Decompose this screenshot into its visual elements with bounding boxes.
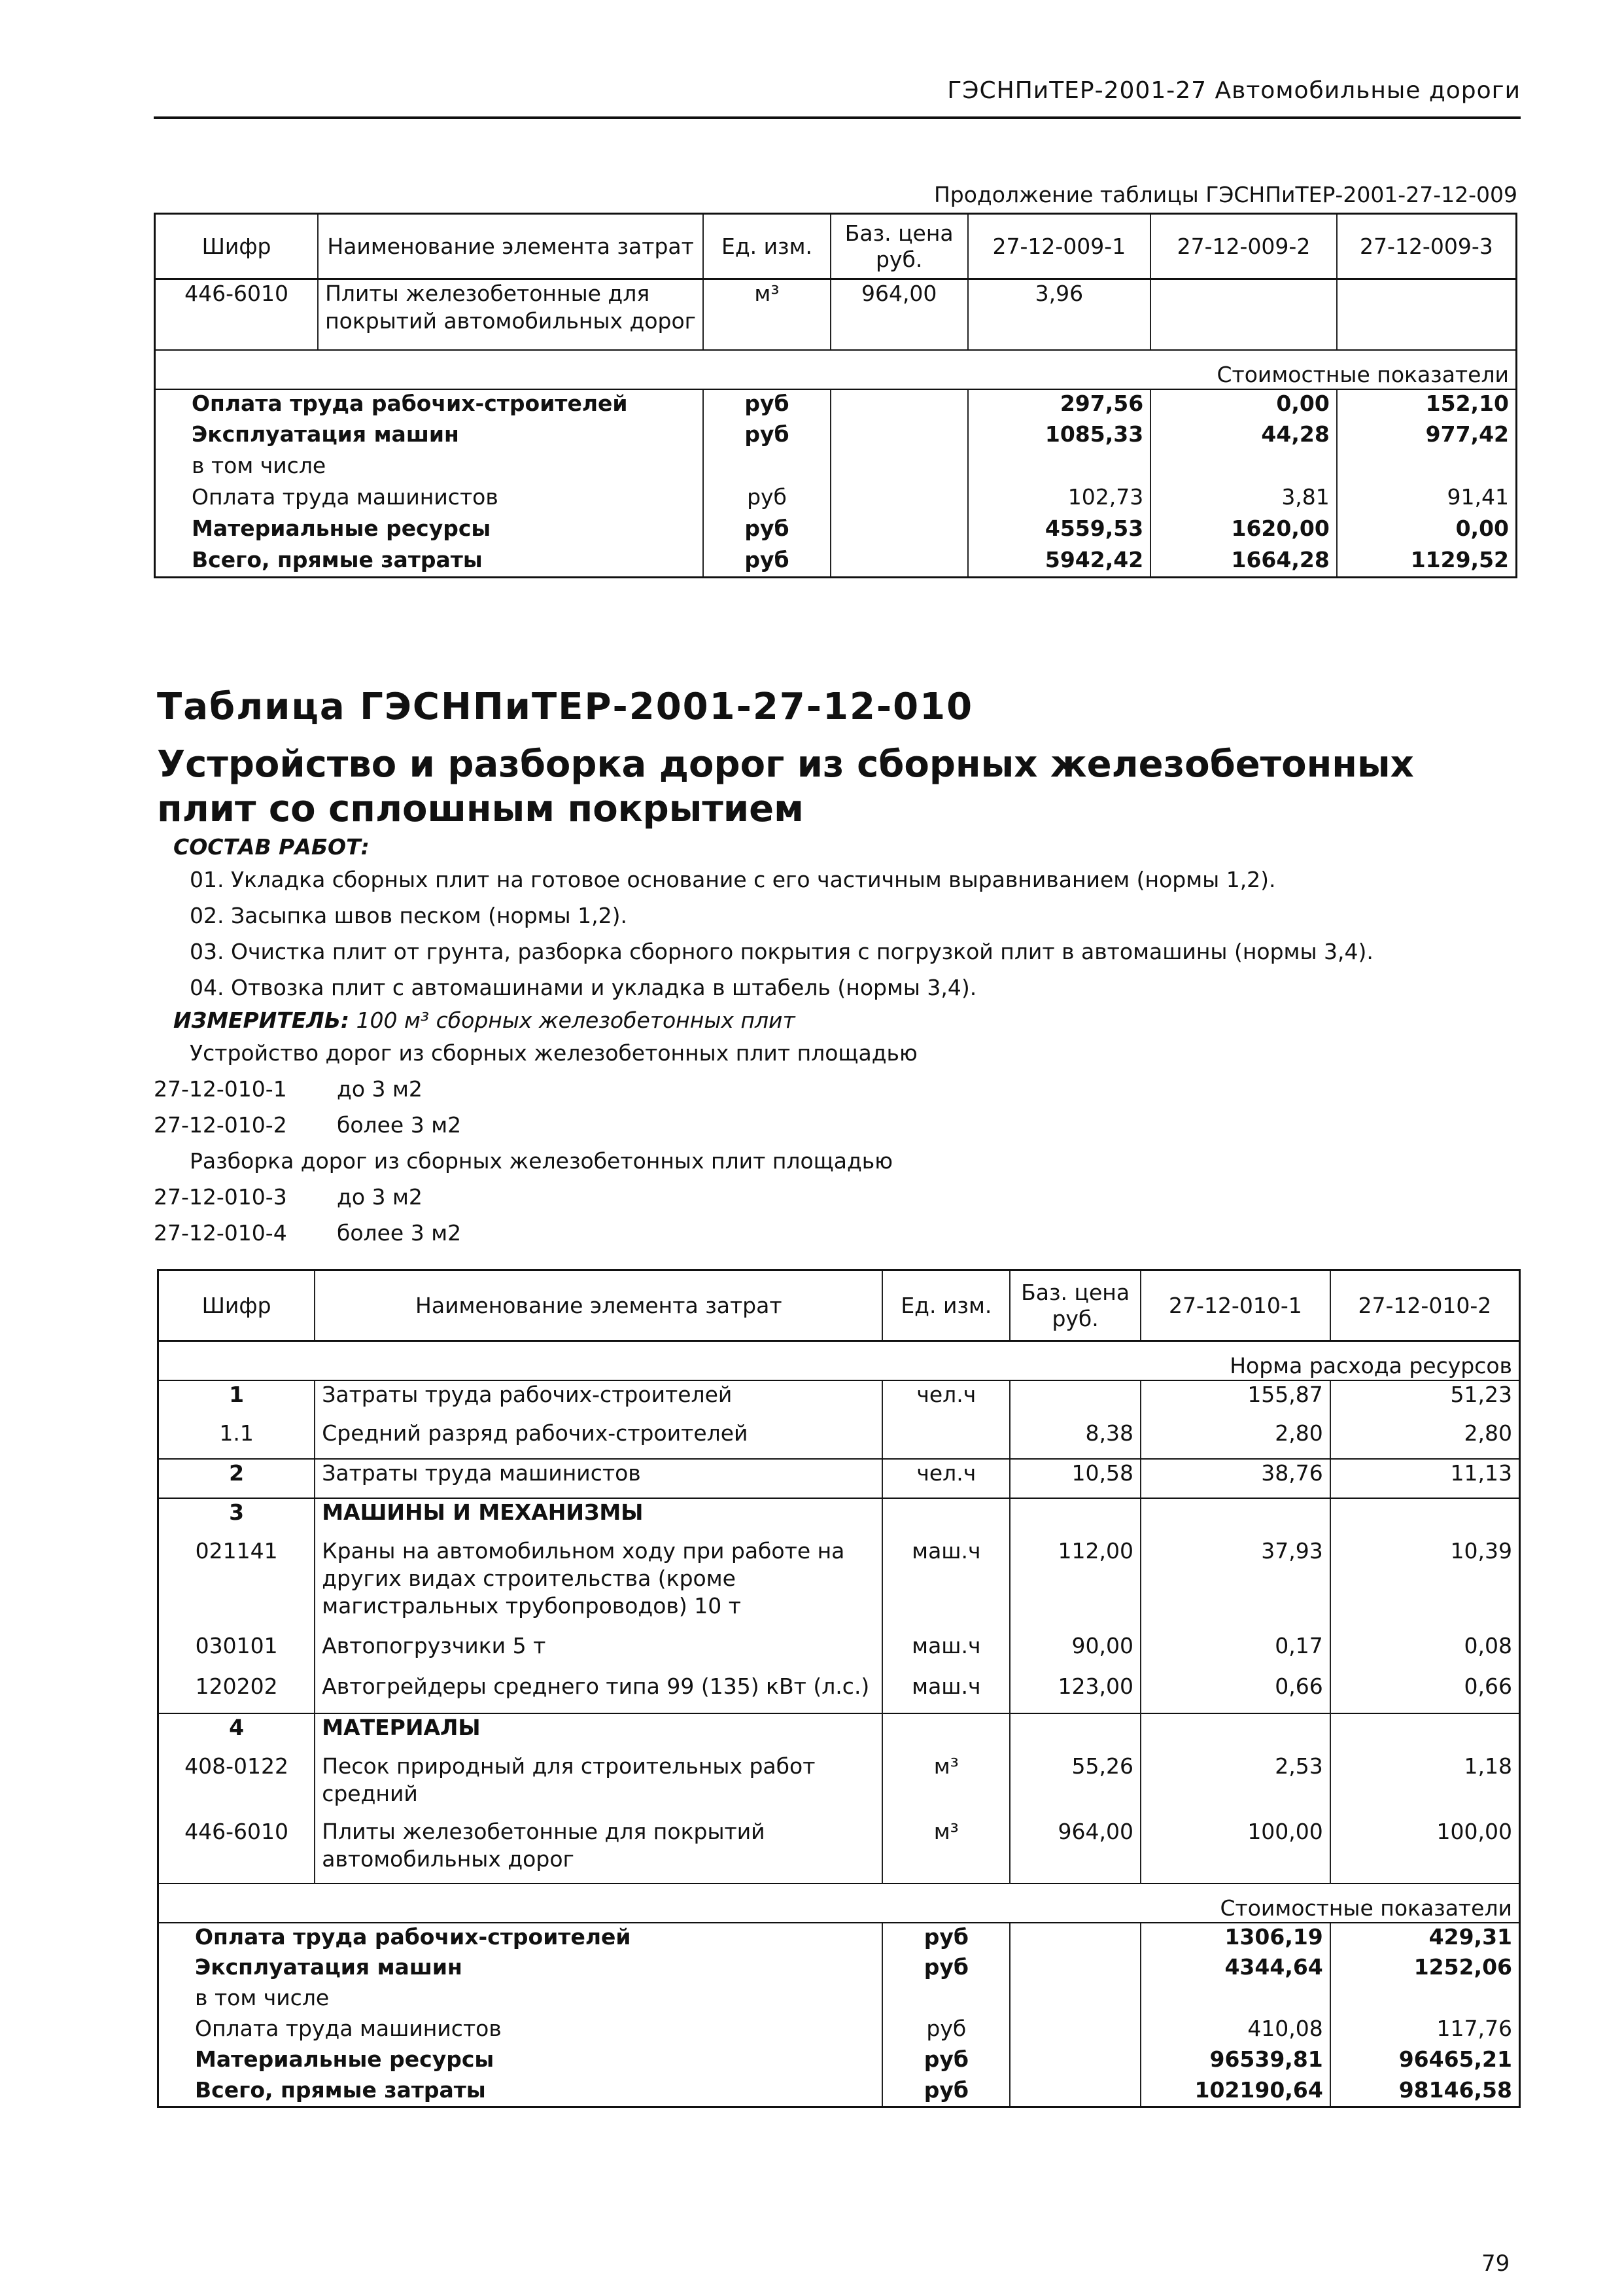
cell-price [831,421,968,452]
cost-label-row [155,350,1517,389]
work-item: 03. Очистка плит от грунта, разборка сборного покрытия с погрузкой плит в автомашины (нормы 3,4). [190,939,1373,964]
cell-price [1010,2015,1141,2046]
cell-code: 120202 [158,1673,315,1713]
table-row [158,1632,1520,1673]
izmeritel-label: ИЗМЕРИТЕЛЬ: [173,1007,350,1033]
work-item: 02. Засыпка швов песком (нормы 1,2). [190,903,627,928]
izmeritel [173,1007,795,1033]
cell-value: 2,80 [1141,1420,1330,1459]
continuation-caption: Продолжение таблицы ГЭСНПиТЕР-2001-27-12-009 [933,182,1517,207]
table-row [155,279,1517,350]
cost-row [155,421,1517,452]
cell-code: 030101 [158,1632,315,1673]
cell-name: Оплата труда рабочих-строителей [155,389,704,421]
cell-value: 155,87 [1141,1380,1330,1420]
cell-value: 96465,21 [1330,2046,1520,2076]
cell-value: 2,53 [1141,1753,1330,1818]
col-header: Баз. цена руб. [1010,1270,1141,1341]
cost-row [155,452,1517,483]
cell-unit: руб [703,389,831,421]
cost-row [158,1953,1520,1984]
cost-label: Стоимостные показатели [155,350,1517,389]
cell-value: 152,10 [1337,389,1517,421]
norm-text: до 3 м2 [337,1184,423,1210]
cost-row [158,2015,1520,2046]
cell-value: 2,80 [1330,1420,1520,1459]
cell-value: 1252,06 [1330,1953,1520,1984]
cell-unit: м³ [703,279,831,350]
col-header: Шифр [155,214,319,279]
cost-label: Стоимостные показатели [158,1883,1520,1923]
col-header: 27-12-009-1 [968,214,1151,279]
work-item: 01. Укладка сборных плит на готовое основание с его частичным выравниванием (нормы 1,2). [190,867,1276,892]
cell-unit: руб [703,421,831,452]
cell-value: 410,08 [1141,2015,1330,2046]
cell-value: 1,18 [1330,1753,1520,1818]
sostav-label: СОСТАВ РАБОТ: [173,834,370,860]
cell-value: 10,39 [1330,1537,1520,1632]
cell-price [831,389,968,421]
cell-name: Материальные ресурсы [155,515,704,546]
cell-value: 11,13 [1330,1459,1520,1498]
cell-name: Материальные ресурсы [158,2046,883,2076]
cell-name: Плиты железобетонные для покрытий автомобильных дорог [318,279,703,350]
cell-value [1150,279,1337,350]
cell-price [1010,1380,1141,1420]
col-header: Баз. цена руб. [831,214,968,279]
cell-unit [882,1420,1010,1459]
cell-unit: чел.ч [882,1380,1010,1420]
norm-code: 27-12-010-3 [154,1184,287,1210]
cell-name: Оплата труда машинистов [158,2015,883,2046]
cell-unit [703,452,831,483]
cell-name: в том числе [158,1984,883,2015]
cost-row [155,546,1517,578]
cell-price [1010,1923,1141,1953]
cell-price [831,515,968,546]
cell-value: 1306,19 [1141,1923,1330,1953]
table-row [158,1537,1520,1632]
cell-price: 964,00 [831,279,968,350]
cell-name: МАТЕРИАЛЫ [315,1713,882,1753]
norm-text: более 3 м2 [337,1220,462,1246]
col-header: Ед. изм. [703,214,831,279]
cell-name: Затраты труда рабочих-строителей [315,1380,882,1420]
cell-value: 0,66 [1141,1673,1330,1713]
header-rule [154,116,1521,119]
cell-value: 0,17 [1141,1632,1330,1673]
cell-code: 3 [158,1498,315,1537]
cell-value [1337,452,1517,483]
cell-name: Средний разряд рабочих-строителей [315,1420,882,1459]
norm-text: более 3 м2 [337,1112,462,1138]
cell-unit: маш.ч [882,1537,1010,1632]
cell-name: Песок природный для строительных работ средний [315,1753,882,1818]
cell-price: 112,00 [1010,1537,1141,1632]
cell-code: 408-0122 [158,1753,315,1818]
cost-row [158,2046,1520,2076]
cell-value [1337,279,1517,350]
cell-unit: м³ [882,1818,1010,1883]
cell-unit: маш.ч [882,1673,1010,1713]
col-header: Наименование элемента затрат [318,214,703,279]
table-27-12-009 [154,213,1517,578]
col-header: Наименование элемента затрат [315,1270,882,1341]
cell-value: 0,00 [1337,515,1517,546]
norm-code: 27-12-010-1 [154,1076,287,1102]
table-row [158,1673,1520,1713]
work-item: 04. Отвозка плит с автомашинами и укладка в штабель (нормы 3,4). [190,975,977,1000]
cell-price [831,546,968,578]
norm-code: 27-12-010-4 [154,1220,287,1246]
cell-unit: руб [882,2046,1010,2076]
cell-code: 446-6010 [155,279,319,350]
cell-value: 98146,58 [1330,2076,1520,2107]
cell-value: 37,93 [1141,1537,1330,1632]
norm-text: до 3 м2 [337,1076,423,1102]
cell-unit: руб [703,483,831,515]
norm-label: Норма расхода ресурсов [158,1341,1520,1380]
cell-value: 1664,28 [1150,546,1337,578]
table-row [158,1753,1520,1818]
cell-value: 38,76 [1141,1459,1330,1498]
cell-unit: руб [703,546,831,578]
cell-unit: маш.ч [882,1632,1010,1673]
cell-value: 977,42 [1337,421,1517,452]
col-header: Ед. изм. [882,1270,1010,1341]
page-number: 79 [1481,2251,1510,2277]
table-row [158,1818,1520,1883]
cell-name: Плиты железобетонные для покрытий автомобильных дорог [315,1818,882,1883]
cell-value: 96539,81 [1141,2046,1330,2076]
cell-value: 4344,64 [1141,1953,1330,1984]
cell-price: 964,00 [1010,1818,1141,1883]
table-27-12-010 [157,1269,1521,2108]
cell-value: 102190,64 [1141,2076,1330,2107]
cell-price: 90,00 [1010,1632,1141,1673]
cell-name: Автогрейдеры среднего типа 99 (135) кВт (л.с.) [315,1673,882,1713]
section-row [158,1713,1520,1753]
cell-price [1010,2076,1141,2107]
cell-value: 5942,42 [968,546,1151,578]
cost-row [158,2076,1520,2107]
cell-value: 117,76 [1330,2015,1520,2046]
cost-row [155,483,1517,515]
cell-price: 55,26 [1010,1753,1141,1818]
cell-name: Автопогрузчики 5 т [315,1632,882,1673]
table-header-row [155,214,1517,279]
cell-value: 102,73 [968,483,1151,515]
cell-price: 8,38 [1010,1420,1141,1459]
cost-row [155,515,1517,546]
col-header: 27-12-009-3 [1337,214,1517,279]
table-subtitle: Устройство и разборка дорог из сборных железобетонных плит со сплошным покрытием [157,743,1414,830]
cost-row [158,1984,1520,2015]
cell-unit: руб [882,2015,1010,2046]
table-header-row [158,1270,1520,1341]
table-row [158,1380,1520,1420]
cell-code: 021141 [158,1537,315,1632]
cell-code: 2 [158,1459,315,1498]
cell-value [1330,1984,1520,2015]
cell-value: 100,00 [1141,1818,1330,1883]
cell-name: Эксплуатация машин [158,1953,883,1984]
cost-row [158,1923,1520,1953]
cell-unit: руб [703,515,831,546]
cell-name: Краны на автомобильном ходу при работе на других видах строительства (кроме магистральных трубопроводов) 10 т [315,1537,882,1632]
cell-value [968,452,1151,483]
cell-name: Оплата труда рабочих-строителей [158,1923,883,1953]
cell-unit: руб [882,1953,1010,1984]
cost-label-row [158,1883,1520,1923]
norm-label-row [158,1341,1520,1380]
cell-price [831,483,968,515]
cell-value: 0,08 [1330,1632,1520,1673]
cell-name: в том числе [155,452,704,483]
cell-code: 1 [158,1380,315,1420]
cell-unit: чел.ч [882,1459,1010,1498]
cell-price [1010,1984,1141,2015]
cell-value: 1129,52 [1337,546,1517,578]
col-header: 27-12-009-2 [1150,214,1337,279]
table-row [158,1459,1520,1498]
cell-value [1141,1984,1330,2015]
norm-code: 27-12-010-2 [154,1112,287,1138]
cell-value: 44,28 [1150,421,1337,452]
cell-value: 0,00 [1150,389,1337,421]
cell-price [1010,1953,1141,1984]
cost-row [155,389,1517,421]
cell-value: 51,23 [1330,1380,1520,1420]
cell-name: Всего, прямые затраты [155,546,704,578]
group-caption: Разборка дорог из сборных железобетонных плит площадью [190,1148,893,1174]
cell-value: 429,31 [1330,1923,1520,1953]
cell-price [1010,2046,1141,2076]
cell-value: 1620,00 [1150,515,1337,546]
cell-value: 1085,33 [968,421,1151,452]
cell-code: 446-6010 [158,1818,315,1883]
group-caption: Устройство дорог из сборных железобетонных плит площадью [190,1040,918,1066]
cell-price: 123,00 [1010,1673,1141,1713]
izmeritel-value: 100 м³ сборных железобетонных плит [356,1007,795,1033]
running-header: ГЭСНПиТЕР-2001-27 Автомобильные дороги [947,77,1521,104]
col-header: Шифр [158,1270,315,1341]
cell-code: 4 [158,1713,315,1753]
cell-price [831,452,968,483]
cell-code: 1.1 [158,1420,315,1459]
cell-value: 3,96 [968,279,1151,350]
col-header: 27-12-010-2 [1330,1270,1520,1341]
section-row [158,1498,1520,1537]
cell-value: 100,00 [1330,1818,1520,1883]
cell-unit: м³ [882,1753,1010,1818]
col-header: 27-12-010-1 [1141,1270,1330,1341]
cell-unit [882,1984,1010,2015]
cell-value [1150,452,1337,483]
cell-value: 297,56 [968,389,1151,421]
cell-unit: руб [882,2076,1010,2107]
cell-value: 3,81 [1150,483,1337,515]
cell-name: Эксплуатация машин [155,421,704,452]
cell-name: МАШИНЫ И МЕХАНИЗМЫ [315,1498,882,1537]
table-row [158,1420,1520,1459]
cell-unit: руб [882,1923,1010,1953]
table-title: Таблица ГЭСНПиТЕР-2001-27-12-010 [157,686,974,728]
cell-name: Затраты труда машинистов [315,1459,882,1498]
cell-value: 4559,53 [968,515,1151,546]
cell-price: 10,58 [1010,1459,1141,1498]
cell-value: 91,41 [1337,483,1517,515]
cell-name: Оплата труда машинистов [155,483,704,515]
cell-name: Всего, прямые затраты [158,2076,883,2107]
cell-value: 0,66 [1330,1673,1520,1713]
